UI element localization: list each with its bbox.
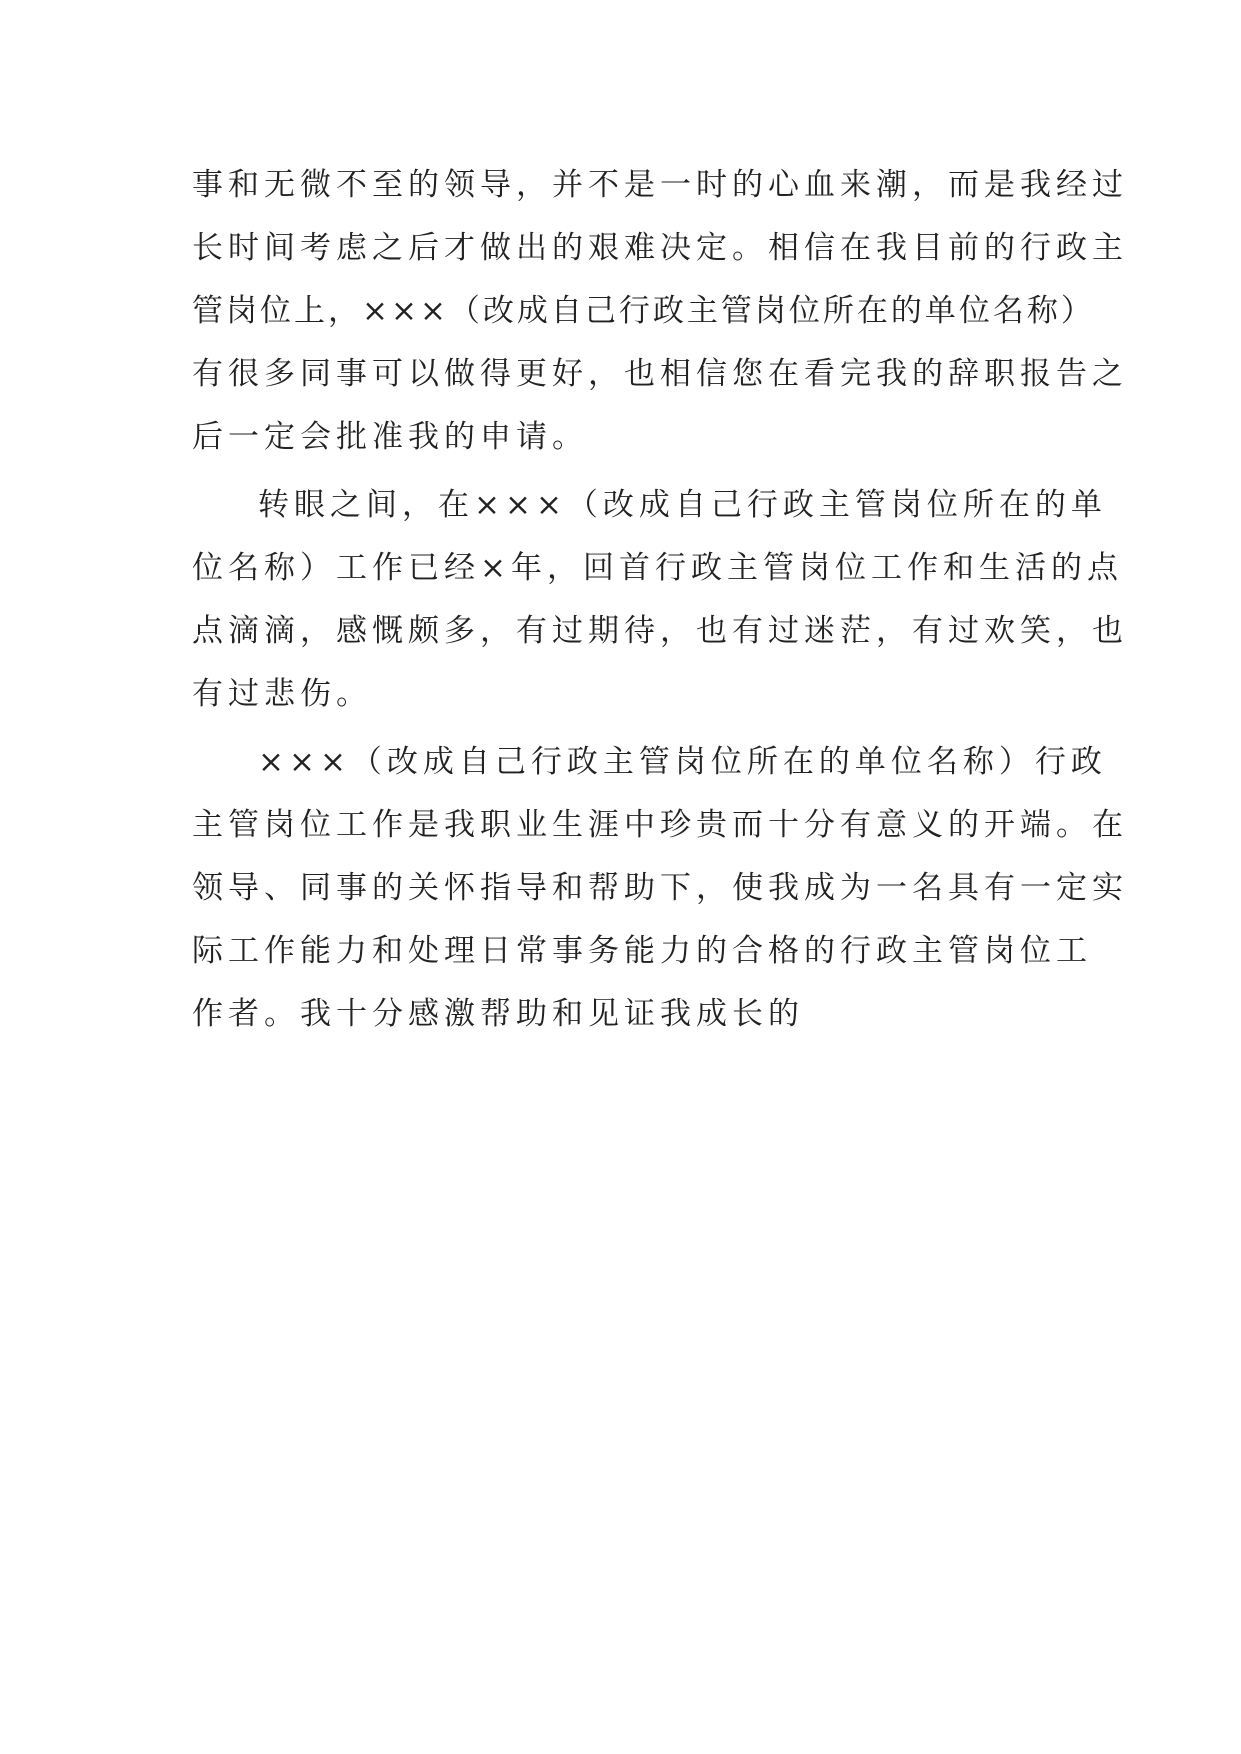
text-line: 管岗位上，×××（改成自己行政主管岗位所在的单位名称） (192, 293, 1095, 329)
body-text (192, 163, 1128, 1055)
text-line: 有过悲伤。 (192, 676, 372, 712)
text-line: 际工作能力和处理日常事务能力的合格的行政主管岗位工 (192, 933, 1092, 969)
text-line: 作者。我十分感激帮助和见证我成长的 (192, 996, 804, 1032)
text-line: ×××（改成自己行政主管岗位所在的单位名称）行政 (258, 744, 1107, 780)
text-line: 事和无微不至的领导，并不是一时的心血来潮，而是我经过 (192, 167, 1128, 203)
text-line: 点滴滴，感慨颇多，有过期待，也有过迷茫，有过欢笑，也 (192, 613, 1128, 649)
paragraph-2 (192, 483, 1128, 735)
text-line: 位名称）工作已经×年，回首行政主管岗位工作和生活的点 (192, 550, 1123, 586)
paragraph-1 (192, 163, 1128, 478)
text-line: 后一定会批准我的申请。 (192, 419, 588, 455)
text-line: 有很多同事可以做得更好，也相信您在看完我的辞职报告之 (192, 356, 1128, 392)
paragraph-3 (192, 740, 1128, 1055)
text-line: 长时间考虑之后才做出的艰难决定。相信在我目前的行政主 (192, 230, 1128, 266)
text-line: 主管岗位工作是我职业生涯中珍贵而十分有意义的开端。在 (192, 807, 1128, 843)
text-line: 领导、同事的关怀指导和帮助下，使我成为一名具有一定实 (192, 870, 1128, 906)
text-line: 转眼之间，在×××（改成自己行政主管岗位所在的单 (258, 487, 1107, 523)
